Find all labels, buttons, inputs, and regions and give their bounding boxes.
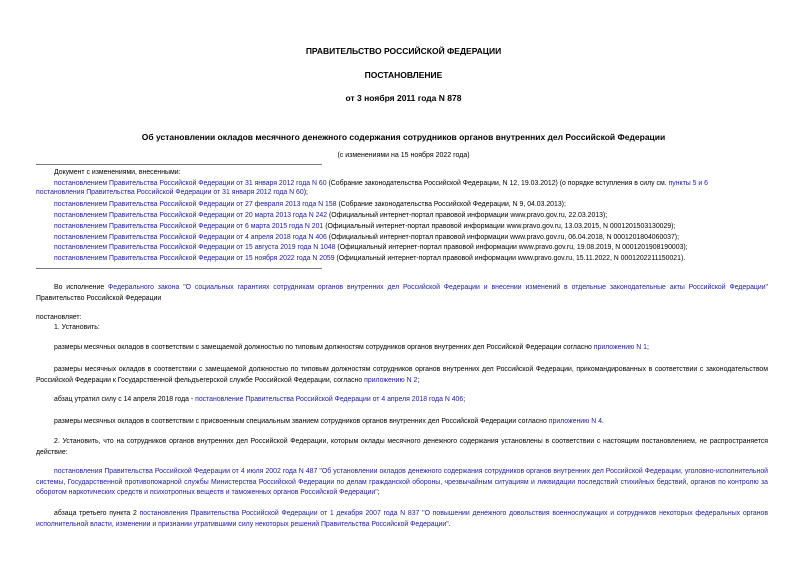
divider-top (36, 164, 322, 165)
federal-law-link[interactable]: Федерального закона "О социальных гарантиях сотрудникам органов внутренних дел Российской Федерации и внесении изменений в отдельные законодательные акты Российской Федерации" (108, 284, 768, 291)
paragraph-salary-1 (36, 343, 768, 354)
document-date: от 3 ноября 2011 года N 878 (345, 93, 462, 103)
amendment-1-cont-text: ); (303, 189, 308, 196)
repealed-end: ; (463, 396, 466, 403)
resolution-837-text: абзаца третьего пункта 2 (54, 510, 137, 517)
paragraph-repealed (36, 395, 768, 406)
amendment-2 (54, 200, 566, 209)
amendment-3 (54, 211, 607, 220)
amendment-5-text: (Официальный интернет-портал правовой информации www.pravo.gov.ru, 06.04.2018, N 0001201804060037); (328, 234, 679, 241)
edition-note: (с изменениями на 15 ноября 2022 года) (337, 152, 470, 159)
resolution-487-link[interactable]: постановления Правительства Российской Федерации от 4 июля 2002 года N 487 "Об установлении окладов денежного содержания сотрудников органов внутренних дел Российской Федерации, уголовно-исполнительной системы, Государственной противопожарной службы Министерства Российской Федерации по делам гражданской обороны, чрезвычайным ситуациям и ликвидации последствий стихийных бедствий, органов по контролю за оборотом наркотических средств и психотропных веществ и таможенных органов Российской Федерации" (36, 468, 768, 496)
paragraph-salary-4 (36, 417, 768, 428)
amendment-2-text: (Собрание законодательства Российской Федерации, N 9, 04.03.2013); (338, 201, 566, 208)
amendment-7-link[interactable]: постановлением Правительства Российской Федерации от 15 ноября 2022 года N 2059 (54, 255, 335, 262)
amendment-4-link[interactable]: постановлением Правительства Российской Федерации от 6 марта 2015 года N 201 (54, 223, 324, 230)
amendment-1-cont-link[interactable]: постановления Правительства Российской Федерации от 31 января 2012 года N 60 (36, 189, 304, 196)
document-type: ПОСТАНОВЛЕНИЕ (364, 70, 443, 80)
resolution-487-end: ; (377, 489, 380, 496)
salary-4-end: . (601, 418, 604, 425)
amendment-1-link[interactable]: постановлением Правительства Российской Федерации от 31 января 2012 года N 60 (54, 180, 327, 187)
amendment-5-link[interactable]: постановлением Правительства Российской Федерации от 4 апреля 2018 года N 406 (54, 234, 327, 241)
salary-1-end: ; (646, 344, 649, 351)
paragraph-item-1: 1. Установить: (54, 324, 100, 331)
paragraph-item-2: 2. Установить, что на сотрудников органов внутренних дел Российской Федерации, которым оклады месячного денежного содержания установлены в соответствии с настоящим постановлением, не распространяется действие: (36, 438, 768, 456)
amendment-3-text: (Официальный интернет-портал правовой информации www.pravo.gov.ru, 22.03.2013); (329, 212, 608, 219)
appendix-2-link[interactable]: приложению N 2 (364, 376, 418, 384)
amendment-4-text: (Официальный интернет-портал правовой информации www.pravo.gov.ru, 13.03.2015, N 0001201503130029); (325, 223, 676, 230)
salary-4-text: размеры месячных окладов в соответствии с присвоенным специальным званием сотрудников органов внутренних дел Российской Федерации согласно (54, 418, 547, 425)
amendment-6 (54, 243, 688, 252)
salary-1-text: размеры месячных окладов в соответствии с замещаемой должностью по типовым должностям сотрудников органов внутренних дел Российской Федерации согласно (54, 344, 592, 351)
document-title: Об установлении окладов месячного денежного содержания сотрудников органов внутренних дел Российской Федерации (141, 132, 666, 142)
paragraph-resolution-487 (36, 467, 768, 499)
preamble-text-a: Во исполнение (54, 284, 105, 291)
divider-bottom (36, 268, 322, 269)
amendment-2-link[interactable]: постановлением Правительства Российской Федерации от 27 февраля 2013 года N 158 (54, 201, 337, 208)
amendment-3-link[interactable]: постановлением Правительства Российской Федерации от 20 марта 2013 года N 242 (54, 212, 328, 219)
paragraph-resolves: постановляет: (36, 314, 82, 321)
amendment-6-link[interactable]: постановлением Правительства Российской Федерации от 15 августа 2019 года N 1048 (54, 244, 336, 251)
resolution-837-end: . (448, 520, 451, 528)
paragraph-resolution-837 (36, 509, 768, 530)
amendment-1-link2[interactable]: пункты 5 и 6 (668, 180, 709, 187)
resolution-406-link[interactable]: постановление Правительства Российской Федерации от 4 апреля 2018 года N 406 (195, 396, 464, 403)
amendment-1 (54, 179, 708, 188)
amendment-1-text: (Собрание законодательства Российской Федерации, N 12, 19.03.2012) (о порядке вступления в силу см. (328, 180, 667, 187)
salary-2-end: ; (417, 376, 420, 384)
paragraph-preamble (36, 283, 768, 304)
repealed-text: абзац утратил силу с 14 апреля 2018 года - (54, 396, 194, 403)
government-name: ПРАВИТЕЛЬСТВО РОССИЙСКОЙ ФЕДЕРАЦИИ (305, 46, 502, 56)
appendix-4-link[interactable]: приложению N 4 (548, 418, 602, 425)
salary-2-text: размеры месячных окладов в соответствии с замещаемой должностью по типовым должностям сотрудников органов внутренних дел Российской Федерации, прикомандированных в соответствии с законодательством Российской Федерации к Государственной фельдъегерской службе Российской Федерации, согласно (36, 366, 768, 384)
appendix-1-link[interactable]: приложению N 1 (593, 344, 647, 351)
amendment-7-text: (Официальный интернет-портал правовой информации www.pravo.gov.ru, 15.11.2022, N 0001202211150021). (336, 255, 686, 262)
amendment-4 (54, 222, 675, 231)
amendment-7 (54, 254, 685, 263)
amendment-1-cont (36, 188, 308, 197)
preamble-text-b: Правительство Российской Федерации (36, 294, 162, 302)
amendment-6-text: (Официальный интернет-портал правовой информации www.pravo.gov.ru, 19.08.2019, N 0001201908190003); (337, 244, 688, 251)
resolution-837-link[interactable]: постановления Правительства Российской Федерации от 1 декабря 2007 года N 837 "О повышении денежного довольствия военнослужащих и сотрудников некоторых федеральных органов исполнительной власти, изменении и признании утратившими силу некоторых решений Правительства Российской Федерации" (36, 510, 768, 528)
amendments-intro: Документ с изменениями, внесенными: (54, 169, 181, 176)
amendment-5 (54, 233, 679, 242)
paragraph-salary-2 (36, 365, 768, 386)
